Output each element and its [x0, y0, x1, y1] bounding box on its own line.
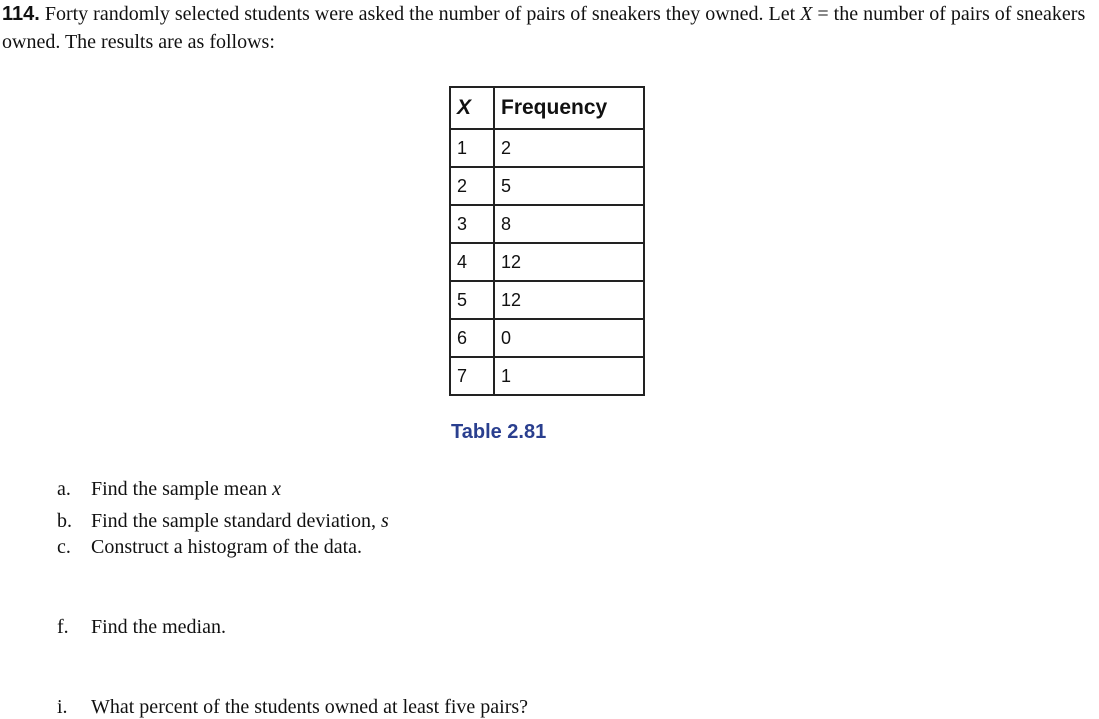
cell-x: 4	[450, 243, 494, 281]
question-b	[57, 508, 389, 534]
question-label: i.	[57, 696, 68, 718]
cell-frequency: 5	[494, 167, 644, 205]
cell-frequency: 0	[494, 319, 644, 357]
table-caption: Table 2.81	[451, 421, 547, 443]
table-row	[450, 167, 644, 205]
cell-x: 1	[450, 129, 494, 167]
cell-x: 6	[450, 319, 494, 357]
frequency-table	[449, 86, 645, 396]
question-variable: x	[272, 478, 281, 500]
question-c	[57, 534, 362, 560]
cell-frequency: 1	[494, 357, 644, 395]
question-label: a.	[57, 478, 71, 500]
question-variable: s	[380, 510, 389, 532]
table-row	[450, 319, 644, 357]
question-a	[57, 476, 281, 502]
question-text: Construct a histogram of the data.	[91, 536, 363, 558]
header-frequency: Frequency	[494, 87, 644, 129]
problem-text-part2: = the number of pairs of sneakers owned. The results are as follows:	[2, 3, 1086, 53]
table-row	[450, 205, 644, 243]
cell-frequency: 8	[494, 205, 644, 243]
table-header-row	[450, 87, 644, 129]
problem-variable-x: X	[800, 3, 813, 25]
question-text: Find the median.	[91, 616, 226, 638]
cell-frequency: 12	[494, 281, 644, 319]
question-f	[57, 614, 226, 640]
question-text: Find the sample mean	[91, 478, 273, 500]
table-row	[450, 129, 644, 167]
cell-x: 7	[450, 357, 494, 395]
cell-frequency: 2	[494, 129, 644, 167]
problem-number: 114.	[2, 3, 40, 25]
table-row	[450, 357, 644, 395]
header-x: X	[450, 87, 494, 129]
question-text: What percent of the students owned at least five pairs?	[91, 696, 529, 718]
question-label: f.	[57, 616, 69, 638]
question-text: Find the sample standard deviation,	[91, 510, 381, 532]
problem-statement	[2, 0, 1097, 56]
question-i	[57, 694, 528, 719]
question-label: c.	[57, 536, 71, 558]
question-label: b.	[57, 510, 72, 532]
cell-frequency: 12	[494, 243, 644, 281]
cell-x: 3	[450, 205, 494, 243]
table-row	[450, 281, 644, 319]
cell-x: 5	[450, 281, 494, 319]
problem-text-part1: Forty randomly selected students were asked the number of pairs of sneakers they owned. Let	[39, 3, 801, 25]
table-row	[450, 243, 644, 281]
cell-x: 2	[450, 167, 494, 205]
